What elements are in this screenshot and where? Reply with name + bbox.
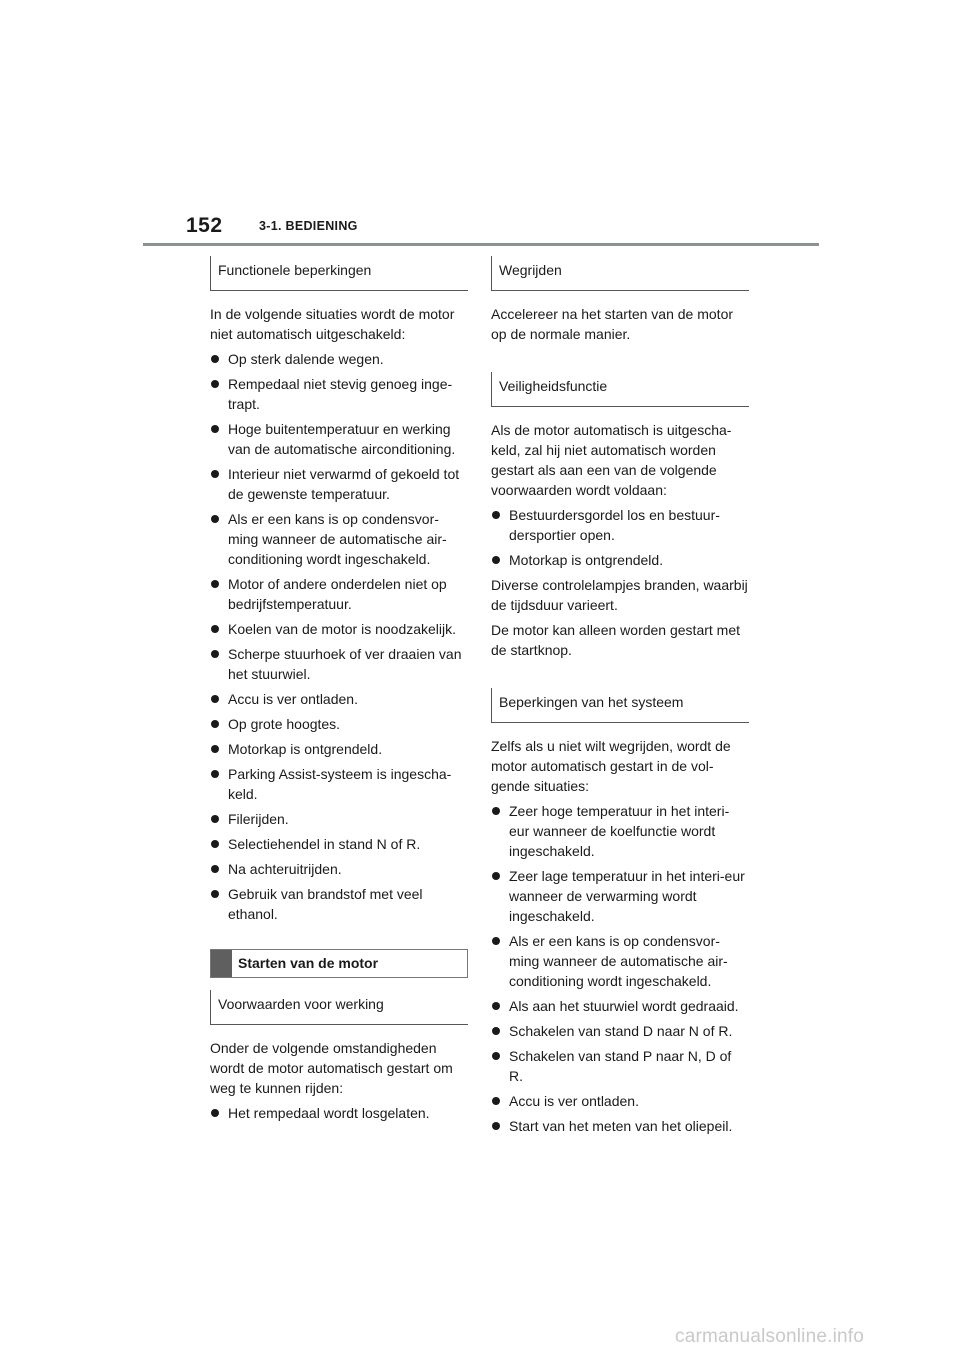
list-item: Als aan het stuurwiel wordt gedraaid. xyxy=(491,996,749,1016)
safety-note-start-button: De motor kan alleen worden gestart met de startknop. xyxy=(491,622,741,658)
bullet-icon xyxy=(211,840,219,848)
system-list xyxy=(491,801,749,1136)
list-item: Start van het meten van het oliepeil. xyxy=(491,1116,749,1136)
bullet-icon xyxy=(211,515,219,523)
list-item: Op grote hoogtes. xyxy=(210,714,468,734)
bullet-icon xyxy=(211,625,219,633)
intro-safety-function: Als de motor automatisch is uitgescha-keld, zal hij niet automatisch worden gestart als aan een van de volgende voorwaarden wordt voldaan: xyxy=(491,422,732,498)
chapter-title: 3-1. BEDIENING xyxy=(259,219,358,233)
bullet-icon xyxy=(211,770,219,778)
section-heading-label: Starten van de motor xyxy=(238,955,379,971)
bullet-icon xyxy=(211,470,219,478)
list-item: Parking Assist-systeem is ingescha-keld. xyxy=(210,764,468,804)
list-item: Hoge buitentemperatuur en werking van de automatische airconditioning. xyxy=(210,419,468,459)
list-item: Selectiehendel in stand N of R. xyxy=(210,834,468,854)
left-column xyxy=(210,256,468,1128)
section-heading-start-engine xyxy=(210,949,468,978)
list-item: Koelen van de motor is noodzakelijk. xyxy=(210,619,468,639)
subhead-functional-limits: Functionele beperkingen xyxy=(210,256,468,291)
bullet-icon xyxy=(492,1122,500,1130)
header-rule xyxy=(143,243,819,246)
list-item: Bestuurdersgordel los en bestuur-dersportier open. xyxy=(491,505,749,545)
list-item: Op sterk dalende wegen. xyxy=(210,349,468,369)
list-item: Zeer lage temperatuur in het interi-eur wanneer de verwarming wordt ingeschakeld. xyxy=(491,866,749,926)
intro-operating-conditions: Onder de volgende omstandigheden wordt de motor automatisch gestart om weg te kunnen rijden: xyxy=(210,1040,453,1096)
list-item: Zeer hoge temperatuur in het interi-eur wanneer de koelfunctie wordt ingeschakeld. xyxy=(491,801,749,861)
watermark: carmanualsonline.info xyxy=(675,1326,865,1347)
list-item: Accu is ver ontladen. xyxy=(210,689,468,709)
list-item: Motor of andere onderdelen niet op bedrijfstemperatuur. xyxy=(210,574,468,614)
bullet-icon xyxy=(211,865,219,873)
page-number: 152 xyxy=(186,214,223,237)
bullet-icon xyxy=(211,695,219,703)
bullet-icon xyxy=(211,425,219,433)
safety-list xyxy=(491,505,749,570)
limits-list xyxy=(210,349,468,924)
subhead-operating-conditions: Voorwaarden voor werking xyxy=(210,990,468,1025)
bullet-icon xyxy=(211,815,219,823)
subhead-drive-off: Wegrijden xyxy=(491,256,749,291)
list-item: Schakelen van stand P naar N, D of R. xyxy=(491,1046,749,1086)
bullet-icon xyxy=(492,1052,500,1060)
bullet-icon xyxy=(211,720,219,728)
list-item: Scherpe stuurhoek of ver draaien van het stuurwiel. xyxy=(210,644,468,684)
bullet-icon xyxy=(492,1002,500,1010)
bullet-icon xyxy=(492,1097,500,1105)
list-item: Het rempedaal wordt losgelaten. xyxy=(210,1103,468,1123)
subhead-system-limits: Beperkingen van het systeem xyxy=(491,688,749,723)
list-item: Schakelen van stand D naar N of R. xyxy=(491,1021,749,1041)
bullet-icon xyxy=(492,872,500,880)
bullet-icon xyxy=(492,1027,500,1035)
right-column xyxy=(491,256,749,1141)
bullet-icon xyxy=(211,580,219,588)
list-item: Na achteruitrijden. xyxy=(210,859,468,879)
bullet-icon xyxy=(492,511,500,519)
bullet-icon xyxy=(211,745,219,753)
bullet-icon xyxy=(492,556,500,564)
list-item: Rempedaal niet stevig genoeg inge-trapt. xyxy=(210,374,468,414)
bullet-icon xyxy=(492,807,500,815)
bullet-icon xyxy=(211,650,219,658)
list-item: Als er een kans is op condensvor-ming wanneer de automatische air-conditioning wordt ingeschakeld. xyxy=(491,931,749,991)
bullet-icon xyxy=(211,355,219,363)
list-item: Accu is ver ontladen. xyxy=(491,1091,749,1111)
list-item: Interieur niet verwarmd of gekoeld tot de gewenste temperatuur. xyxy=(210,464,468,504)
intro-system-limits: Zelfs als u niet wilt wegrijden, wordt de motor automatisch gestart in de vol-gende situaties: xyxy=(491,738,731,794)
list-item: Filerijden. xyxy=(210,809,468,829)
intro-functional-limits: In de volgende situaties wordt de motor niet automatisch uitgeschakeld: xyxy=(210,306,455,342)
list-item: Motorkap is ontgrendeld. xyxy=(491,550,749,570)
list-item: Motorkap is ontgrendeld. xyxy=(210,739,468,759)
section-marker xyxy=(211,950,232,977)
bullet-icon xyxy=(211,1109,219,1117)
bullet-icon xyxy=(492,937,500,945)
bullet-icon xyxy=(211,380,219,388)
safety-note-lamps: Diverse controlelampjes branden, waarbij de tijdsduur varieert. xyxy=(491,577,748,613)
bullet-icon xyxy=(211,890,219,898)
list-item: Gebruik van brandstof met veel ethanol. xyxy=(210,884,468,924)
list-item: Als er een kans is op condensvor-ming wanneer de automatische air-conditioning wordt ingeschakeld. xyxy=(210,509,468,569)
conditions-list xyxy=(210,1103,468,1123)
text-drive-off: Accelereer na het starten van de motor op de normale manier. xyxy=(491,306,734,342)
subhead-safety-function: Veiligheidsfunctie xyxy=(491,372,749,407)
